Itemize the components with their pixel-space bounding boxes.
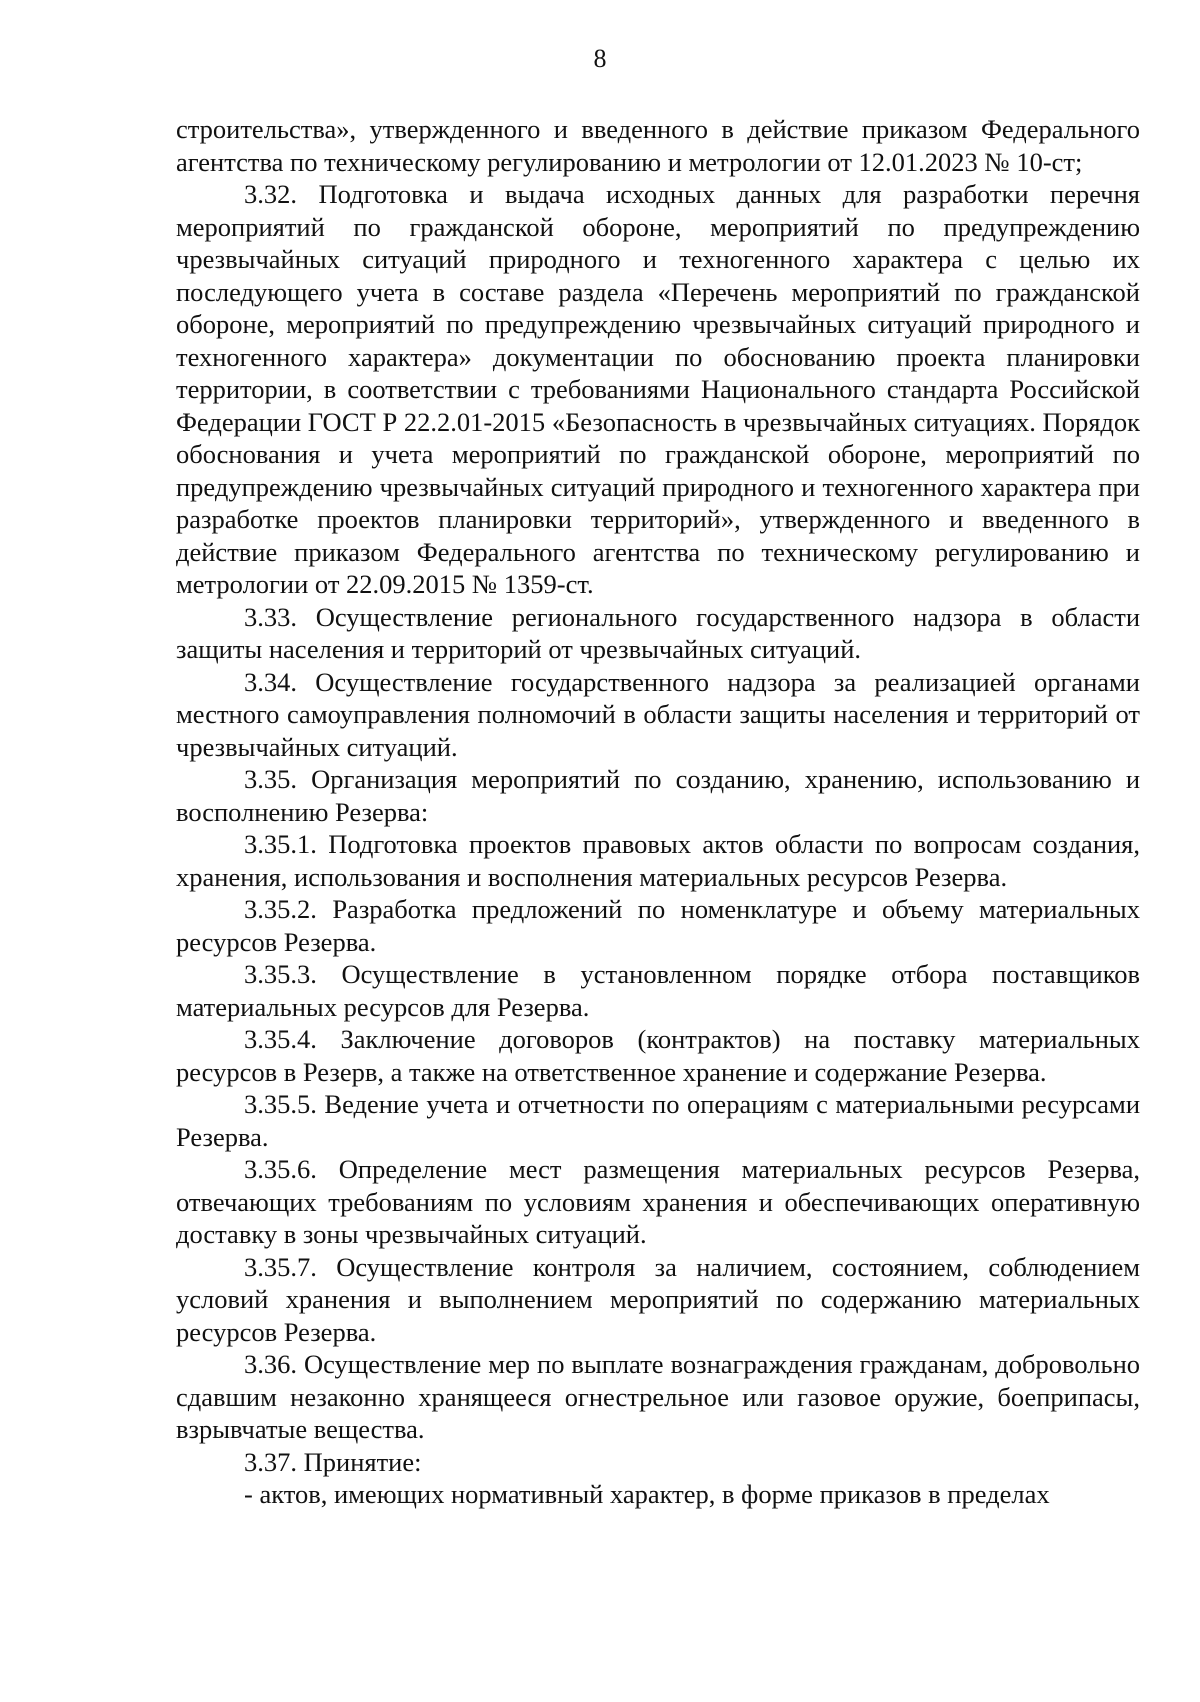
paragraph-3-35: 3.35. Организация мероприятий по созданию, хранению, использованию и восполнению Резерва: xyxy=(176,764,1140,827)
paragraph-continuation: строительства», утвержденного и введенного в действие приказом Федерального агентства по техническому регулированию и метрологии от 12.01.2023 № 10-ст; xyxy=(176,114,1140,177)
paragraph-3-33: 3.33. Осуществление регионального государственного надзора в области защиты населения и территорий от чрезвычайных ситуаций. xyxy=(176,601,1140,664)
paragraph-3-32: 3.32. Подготовка и выдача исходных данных для разработки перечня мероприятий по гражданской обороне, мероприятий по предупреждению чрезвычайных ситуаций природного и техногенного характера с целью их последующего учета в составе раздела «Перечень мероприятий по гражданской обороне, мероприятий по предупреждению чрезвычайных ситуаций природного и техногенного характера» документации по обоснованию проекта планировки территории, в соответствии с требованиями Национального стандарта Российской Федерации ГОСТ Р 22.2.01-2015 «Безопасность в чрезвычайных ситуациях. Порядок обоснования и учета мероприятий по гражданской обороне, мероприятий по предупреждению чрезвычайных ситуаций природного и техногенного характера при разработке проектов планировки территорий», утвержденного и введенного в действие приказом Федерального агентства по техническому регулированию и метрологии от 22.09.2015 № 1359-ст. xyxy=(176,179,1140,599)
paragraph-3-35-3: 3.35.3. Осуществление в установленном порядке отбора поставщиков материальных ресурсов для Резерва. xyxy=(176,959,1140,1022)
paragraph-3-34: 3.34. Осуществление государственного надзора за реализацией органами местного самоуправления полномочий в области защиты населения и территорий от чрезвычайных ситуаций. xyxy=(176,666,1140,762)
paragraph-3-35-6: 3.35.6. Определение мест размещения материальных ресурсов Резерва, отвечающих требованиям по условиям хранения и обеспечивающих оперативную доставку в зоны чрезвычайных ситуаций. xyxy=(176,1154,1140,1249)
paragraph-3-35-7: 3.35.7. Осуществление контроля за наличием, состоянием, соблюдением условий хранения и выполнением мероприятий по содержанию материальных ресурсов Резерва. xyxy=(176,1251,1140,1347)
page-number: 8 xyxy=(593,44,607,73)
paragraph-3-35-5: 3.35.5. Ведение учета и отчетности по операциям с материальными ресурсами Резерва. xyxy=(176,1089,1140,1152)
paragraph-3-37: 3.37. Принятие: xyxy=(244,1446,422,1477)
list-item-acts: - актов, имеющих нормативный характер, в форме приказов в пределах xyxy=(244,1479,1050,1509)
paragraph-3-36: 3.36. Осуществление мер по выплате вознаграждения гражданам, добровольно сдавшим незаконно хранящееся огнестрельное или газовое оружие, боеприпасы, взрывчатые вещества. xyxy=(176,1349,1140,1444)
document-body xyxy=(176,113,1140,1511)
paragraph-3-35-2: 3.35.2. Разработка предложений по номенклатуре и объему материальных ресурсов Резерва. xyxy=(176,894,1140,957)
paragraph-3-35-4: 3.35.4. Заключение договоров (контрактов) на поставку материальных ресурсов в Резерв, а также на ответственное хранение и содержание Резерва. xyxy=(176,1024,1140,1087)
paragraph-3-35-1: 3.35.1. Подготовка проектов правовых актов области по вопросам создания, хранения, использования и восполнения материальных ресурсов Резерва. xyxy=(176,829,1140,892)
